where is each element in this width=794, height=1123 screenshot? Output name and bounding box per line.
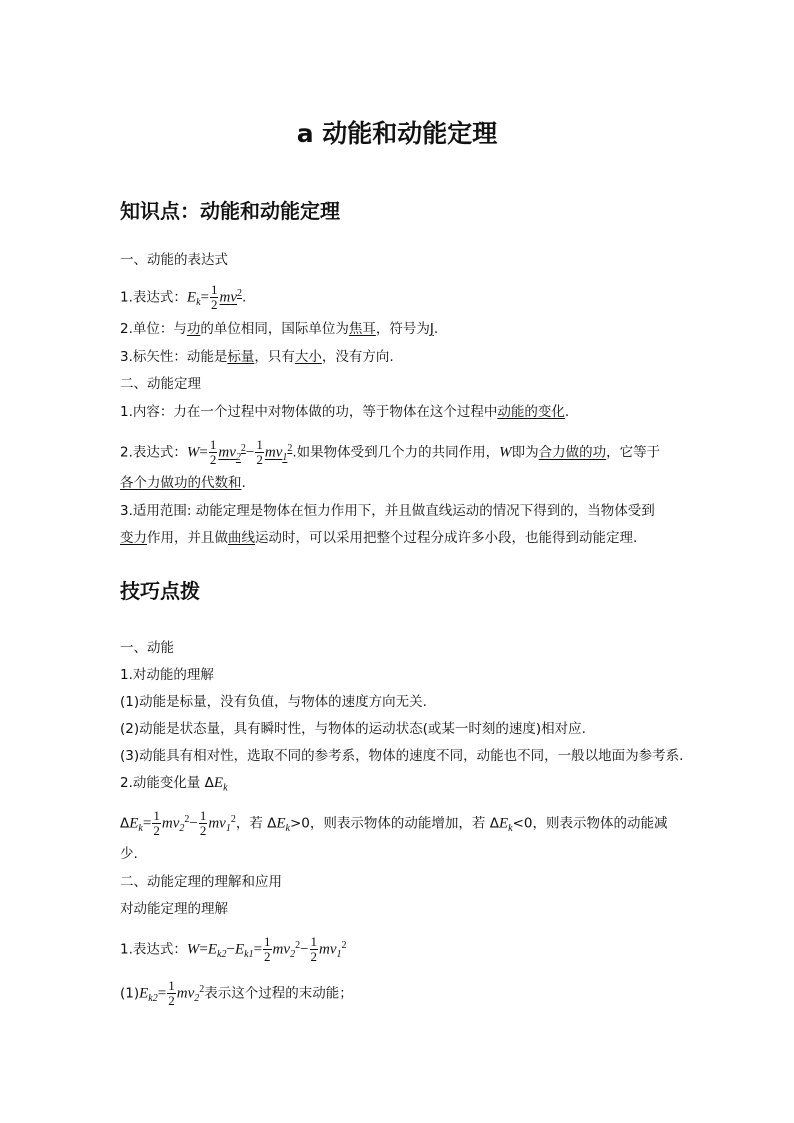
fraction-half: $\frac{1}{2}$ — [199, 808, 207, 838]
ke-formula-line: 1.表达式：$E_k=$ $\frac{1}{2}$ $mv^2$. — [120, 282, 247, 312]
scalar-line: 3.标矢性：动能是标量，只有大小，没有方向. — [120, 349, 394, 365]
part-title-ke-expression: 一、动能的表达式 — [120, 252, 228, 268]
fraction-half: $\frac{1}{2}$ — [256, 437, 263, 467]
sub-title-ke-understanding: 1.对动能的理解 — [120, 667, 214, 683]
fraction-half: $\frac{1}{2}$ — [310, 934, 318, 964]
document-title: a 动能和动能定理 — [296, 119, 498, 148]
tip-line-3: (3)动能具有相对性，选取不同的参考系，物体的速度不同，动能也不同，一般以地面为参考系. — [120, 748, 684, 764]
sub-title-theorem-understanding: 对动能定理的理解 — [120, 901, 228, 917]
tip-line-2: (2)动能是状态量，具有瞬时性，与物体的运动状态(或某一时刻的速度)相对应. — [120, 721, 586, 737]
section-heading-knowledge: 知识点：动能和动能定理 — [120, 199, 340, 223]
theorem-formula-line: 2.表达式：W= $\frac{1}{2}$ $mv_2^2-$ $\frac{1}{2}$ $mv_1^2$.如果物体受到几个力的共同作用，W即为合力做的功，它等于 — [120, 437, 661, 467]
part-title-ke: 一、动能 — [120, 640, 174, 656]
part-title-ke-theorem: 二、动能定理 — [120, 376, 201, 392]
theorem-expression-line: 1.表达式：$W=E_{k2}-E_{k1}=$ $\frac{1}{2}$ $mv_2^2-$ $\frac{1}{2}$ $mv_1^2$ — [120, 934, 347, 964]
part-title-theorem-application: 二、动能定理的理解和应用 — [120, 874, 282, 890]
tip-line-1: (1)动能是标量，没有负值，与物体的速度方向无关. — [120, 694, 427, 710]
fraction-half: $\frac{1}{2}$ — [209, 437, 217, 467]
fraction-half: $\frac{1}{2}$ — [264, 934, 271, 964]
scope-line-wrap: 变力作用，并且做曲线运动时，可以采用把整个过程分成许多小段，也能得到动能定理. — [120, 530, 638, 546]
fraction-half: $\frac{1}{2}$ — [153, 808, 160, 838]
fraction-half: $\frac{1}{2}$ — [210, 282, 218, 312]
ke-change-formula-line: $\Delta E_k=$ $\frac{1}{2}$ $mv_2^2-$ $\frac{1}{2}$ $mv_1^2$，若 $\Delta E_k>0$，则表示物体的动能增加，若 $\Delta E_k<0$，则表示物体的动能减 — [120, 808, 668, 838]
ke-change-formula-line-wrap: 少. — [120, 846, 138, 862]
section-heading-tips: 技巧点拨 — [120, 579, 200, 603]
scope-line: 3.适用范围: 动能定理是物体在恒力作用下，并且做直线运动的情况下得到的，当物体受到 — [120, 503, 655, 519]
unit-line: 2.单位：与功的单位相同，国际单位为焦耳，符号为J. — [120, 321, 439, 337]
theorem-formula-line-wrap: 各个力做功的代数和. — [120, 475, 246, 491]
final-ke-line: $(1)E_{k2}=$ $\frac{1}{2}$ $mv_2^2$表示这个过程的末动能； — [120, 978, 353, 1008]
sub-title-ke-change: 2.动能变化量 $\Delta E_k$ — [120, 775, 228, 794]
fraction-half: $\frac{1}{2}$ — [168, 978, 175, 1008]
theorem-content-line: 1.内容：力在一个过程中对物体做的功，等于物体在这个过程中动能的变化. — [120, 404, 570, 420]
